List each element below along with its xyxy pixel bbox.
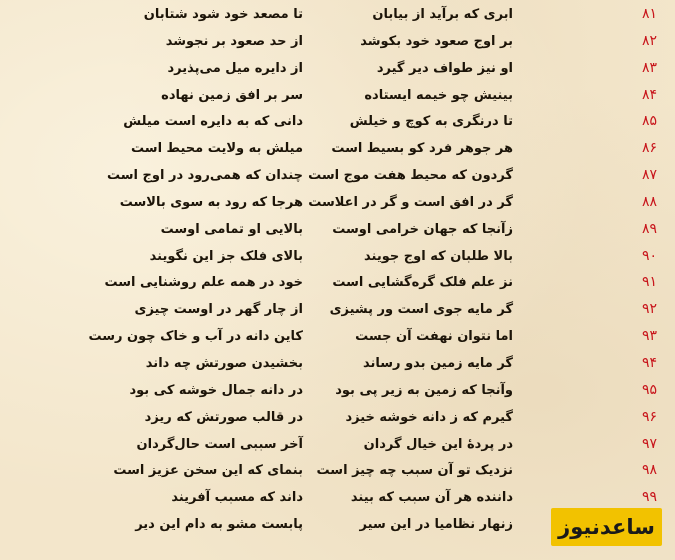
verse-number: ۸۹ (641, 220, 657, 237)
first-hemistich: در پردهٔ این خیال گردان (363, 436, 513, 452)
verse-number: ۹۵ (641, 381, 657, 398)
saed-news-logo: ساعدنیوز (551, 508, 662, 546)
verse-row (0, 352, 675, 379)
verse-row (0, 84, 675, 111)
second-hemistich: بالایی او تمامی اوست (160, 221, 303, 237)
verse-number: ۹۷ (641, 435, 657, 452)
second-hemistich: بنمای که این سخن عزیز است (113, 463, 303, 479)
second-hemistich: تا مصعد خود شود شتابان (143, 7, 303, 22)
first-hemistich: بالا طلبان که اوج جویند (364, 248, 513, 264)
verse-row (0, 459, 675, 486)
first-hemistich: نزدیک تو آن سبب چه چیز است (316, 463, 513, 479)
verse-number: ۹۸ (641, 462, 657, 479)
verse-row (0, 164, 675, 191)
verse-row (0, 298, 675, 325)
verse-row (0, 406, 675, 433)
second-hemistich: بالای فلک جز این نگویند (149, 248, 303, 264)
second-hemistich: خود در همه علم روشنایی است (104, 275, 303, 291)
first-hemistich: داننده هر آن سبب که بیند (350, 490, 513, 506)
verse-row (0, 379, 675, 406)
verse-number: ۹۱ (641, 274, 657, 291)
verse-number: ۹۰ (641, 247, 657, 264)
second-hemistich: هرجا که رود به سوی بالاست (119, 194, 303, 210)
verse-number: ۸۳ (641, 59, 657, 76)
verse-row (0, 218, 675, 245)
first-hemistich: او نیز طواف دیر گیرد (376, 60, 513, 76)
first-hemistich: هر جوهر فرد کو بسیط است (331, 141, 513, 157)
second-hemistich: بخشیدن صورتش چه داند (145, 355, 303, 371)
verse-number: ۹۹ (641, 489, 657, 506)
first-hemistich: گر مایه زمین بدو رساند (363, 355, 513, 371)
verse-row (0, 325, 675, 352)
first-hemistich: اما نتوان نهفت آن جست (355, 329, 513, 345)
verse-number: ۸۵ (641, 113, 657, 130)
verse-row (0, 137, 675, 164)
verse-row (0, 3, 675, 30)
second-hemistich: میلش به ولایت محیط است (131, 141, 303, 157)
verse-row (0, 433, 675, 460)
verse-number: ۹۴ (641, 354, 657, 371)
verse-number: ۹۶ (641, 408, 657, 425)
second-hemistich: سر بر افق زمین نهاده (161, 87, 303, 103)
first-hemistich: بینیش چو خیمه ایستاده (364, 87, 513, 103)
first-hemistich: نز علم فلک گره‌گشایی است (332, 275, 513, 291)
verse-row (0, 191, 675, 218)
verse-row (0, 57, 675, 84)
first-hemistich: گر مایه جوی است ور پشیزی (329, 302, 513, 318)
second-hemistich: داند که مسبب آفریند (171, 490, 303, 506)
second-hemistich: چندان که همی‌رود در اوج است (107, 168, 303, 184)
first-hemistich: زآنجا که جهان خرامی اوست (332, 221, 513, 237)
second-hemistich: در دانه جمال خوشه کی بود (129, 382, 303, 398)
verse-row (0, 30, 675, 57)
first-hemistich: زنهار نظامیا در این سیر (359, 517, 513, 533)
verse-number: ۸۶ (641, 140, 657, 157)
verse-table (0, 3, 675, 540)
verse-row (0, 245, 675, 272)
verse-number: ۹۳ (641, 328, 657, 345)
second-hemistich: پابست مشو به دام این دیر (135, 517, 303, 533)
second-hemistich: کاین دانه در آب و خاک چون رست (88, 329, 303, 345)
first-hemistich: گیرم که ز دانه خوشه خیزد (345, 409, 513, 425)
second-hemistich: از چار گهر در اوست چیزی (134, 302, 303, 318)
first-hemistich: تا درنگری به کوچ و خیلش (349, 114, 513, 130)
verse-number: ۸۸ (641, 193, 657, 210)
verse-number: ۸۴ (641, 86, 657, 103)
first-hemistich: گر در افق است و گر در اعلاست (308, 194, 513, 210)
verse-number: ۸۱ (641, 6, 657, 22)
second-hemistich: در قالب صورتش که ریزد (144, 409, 303, 425)
verse-number: ۸۲ (641, 32, 657, 49)
verse-number: ۸۷ (641, 167, 657, 184)
verse-row (0, 271, 675, 298)
verse-row (0, 110, 675, 137)
second-hemistich: دانی که به دایره است میلش (123, 114, 303, 130)
first-hemistich: گردون که محیط هفت موج است (308, 168, 513, 184)
second-hemistich: از حد صعود بر نجوشد (165, 33, 303, 49)
verse-number: ۹۲ (641, 301, 657, 318)
first-hemistich: ابری که برآید از بیابان (372, 7, 513, 22)
first-hemistich: بر اوج صعود خود بکوشد (360, 33, 513, 49)
second-hemistich: آخر سببی است حال‌گردان (136, 436, 303, 452)
second-hemistich: از دایره میل می‌پذیرد (167, 60, 303, 76)
first-hemistich: وآنجا که زمین به زیر پی بود (335, 382, 513, 398)
